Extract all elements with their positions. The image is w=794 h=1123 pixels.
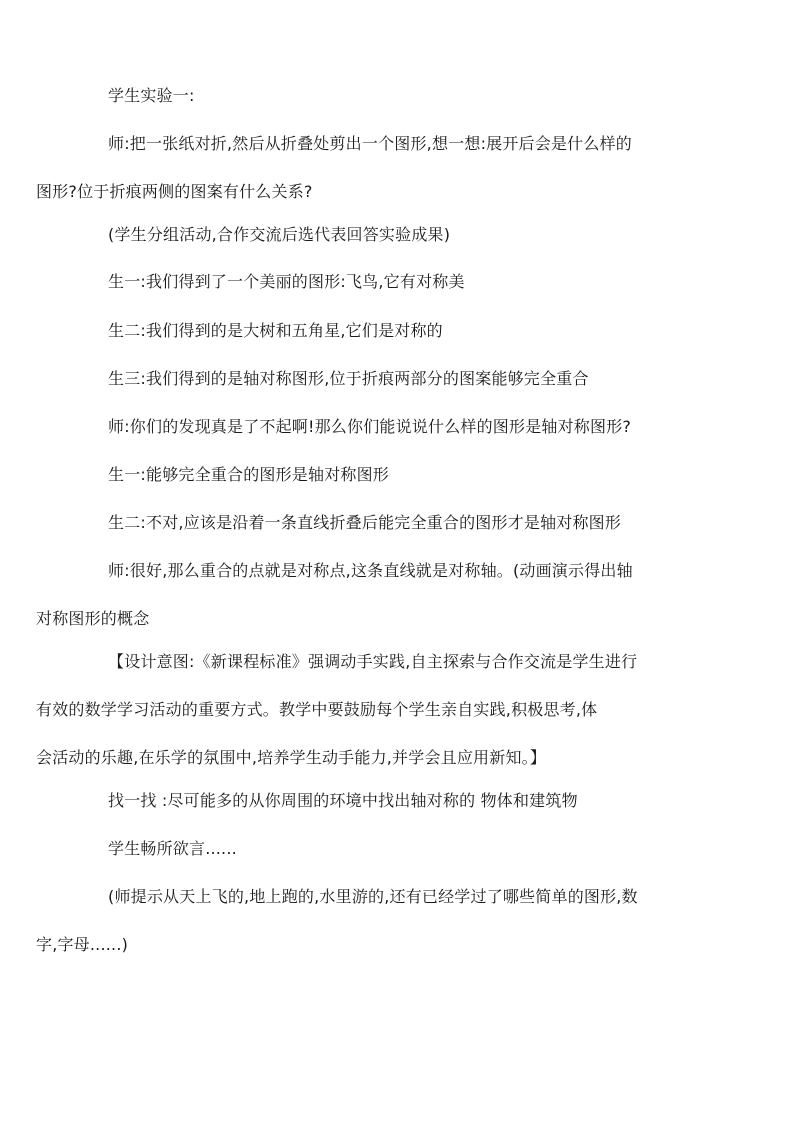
paragraph-line: 会活动的乐趣,在乐学的氛围中,培养学生动手能力,并学会且应用新知。】	[36, 748, 547, 767]
teacher-summary-paragraph	[36, 547, 722, 643]
paragraph-line: 图形?位于折痕两侧的图案有什么关系?	[36, 182, 313, 201]
paragraph-text: 生三:我们得到的是轴对称图形,位于折痕两部分的图案能够完全重合	[108, 369, 589, 388]
paragraph-line: 【设计意图:《新课程标准》强调动手实践,自主探索与合作交流是学生进行	[108, 652, 638, 671]
paragraph-text: 师:你们的发现真是了不起啊!那么你们能说说什么样的图形是轴对称图形?	[108, 417, 632, 436]
teacher-question-paragraph	[72, 403, 722, 451]
paragraph-line: 对称图形的概念	[36, 609, 150, 628]
teacher-instruction-paragraph	[36, 120, 722, 216]
paragraph-line: 师:把一张纸对折,然后从折叠处剪出一个图形,想一想:展开后会是什么样的	[108, 134, 632, 153]
student-two-paragraph	[72, 307, 722, 355]
paragraph-line: 师:很好,那么重合的点就是对称点,这条直线就是对称轴。(动画演示得出轴	[108, 561, 633, 580]
paragraph-text: 生二:不对,应该是沿着一条直线折叠后能完全重合的图形才是轴对称图形	[108, 513, 622, 532]
paragraph-text: 学生畅所欲言......	[108, 839, 237, 858]
paragraph-text: 学生实验一:	[108, 86, 195, 105]
student-three-paragraph	[72, 355, 722, 403]
find-task-paragraph	[72, 777, 722, 825]
activity-note-paragraph	[72, 211, 722, 259]
paragraph-text: 找一找 :尽可能多的从你周围的环境中找出轴对称的 物体和建筑物	[108, 791, 578, 810]
teacher-hint-paragraph	[36, 873, 722, 969]
paragraph-text: 生一:我们得到了一个美丽的图形:飞鸟,它有对称美	[108, 272, 465, 291]
paragraph-text: 生二:我们得到的是大树和五角星,它们是对称的	[108, 321, 443, 340]
paragraph-line: 字,字母......)	[36, 935, 129, 954]
heading-experiment	[72, 72, 722, 120]
paragraph-line: 有效的数学学习活动的重要方式。教学中要鼓励每个学生亲自实践,积极思考,体	[36, 700, 598, 719]
paragraph-text: (学生分组活动,合作交流后选代表回答实验成果)	[108, 225, 451, 244]
student-one-paragraph	[72, 258, 722, 306]
student-one-answer-paragraph	[72, 451, 722, 499]
paragraph-text: 生一:能够完全重合的图形是轴对称图形	[108, 465, 389, 484]
design-intent-paragraph	[36, 638, 722, 782]
students-speak-paragraph	[72, 825, 722, 873]
paragraph-line: (师提示从天上飞的,地上跑的,水里游的,还有已经学过了哪些简单的图形,数	[108, 887, 638, 906]
student-two-answer-paragraph	[72, 499, 722, 547]
